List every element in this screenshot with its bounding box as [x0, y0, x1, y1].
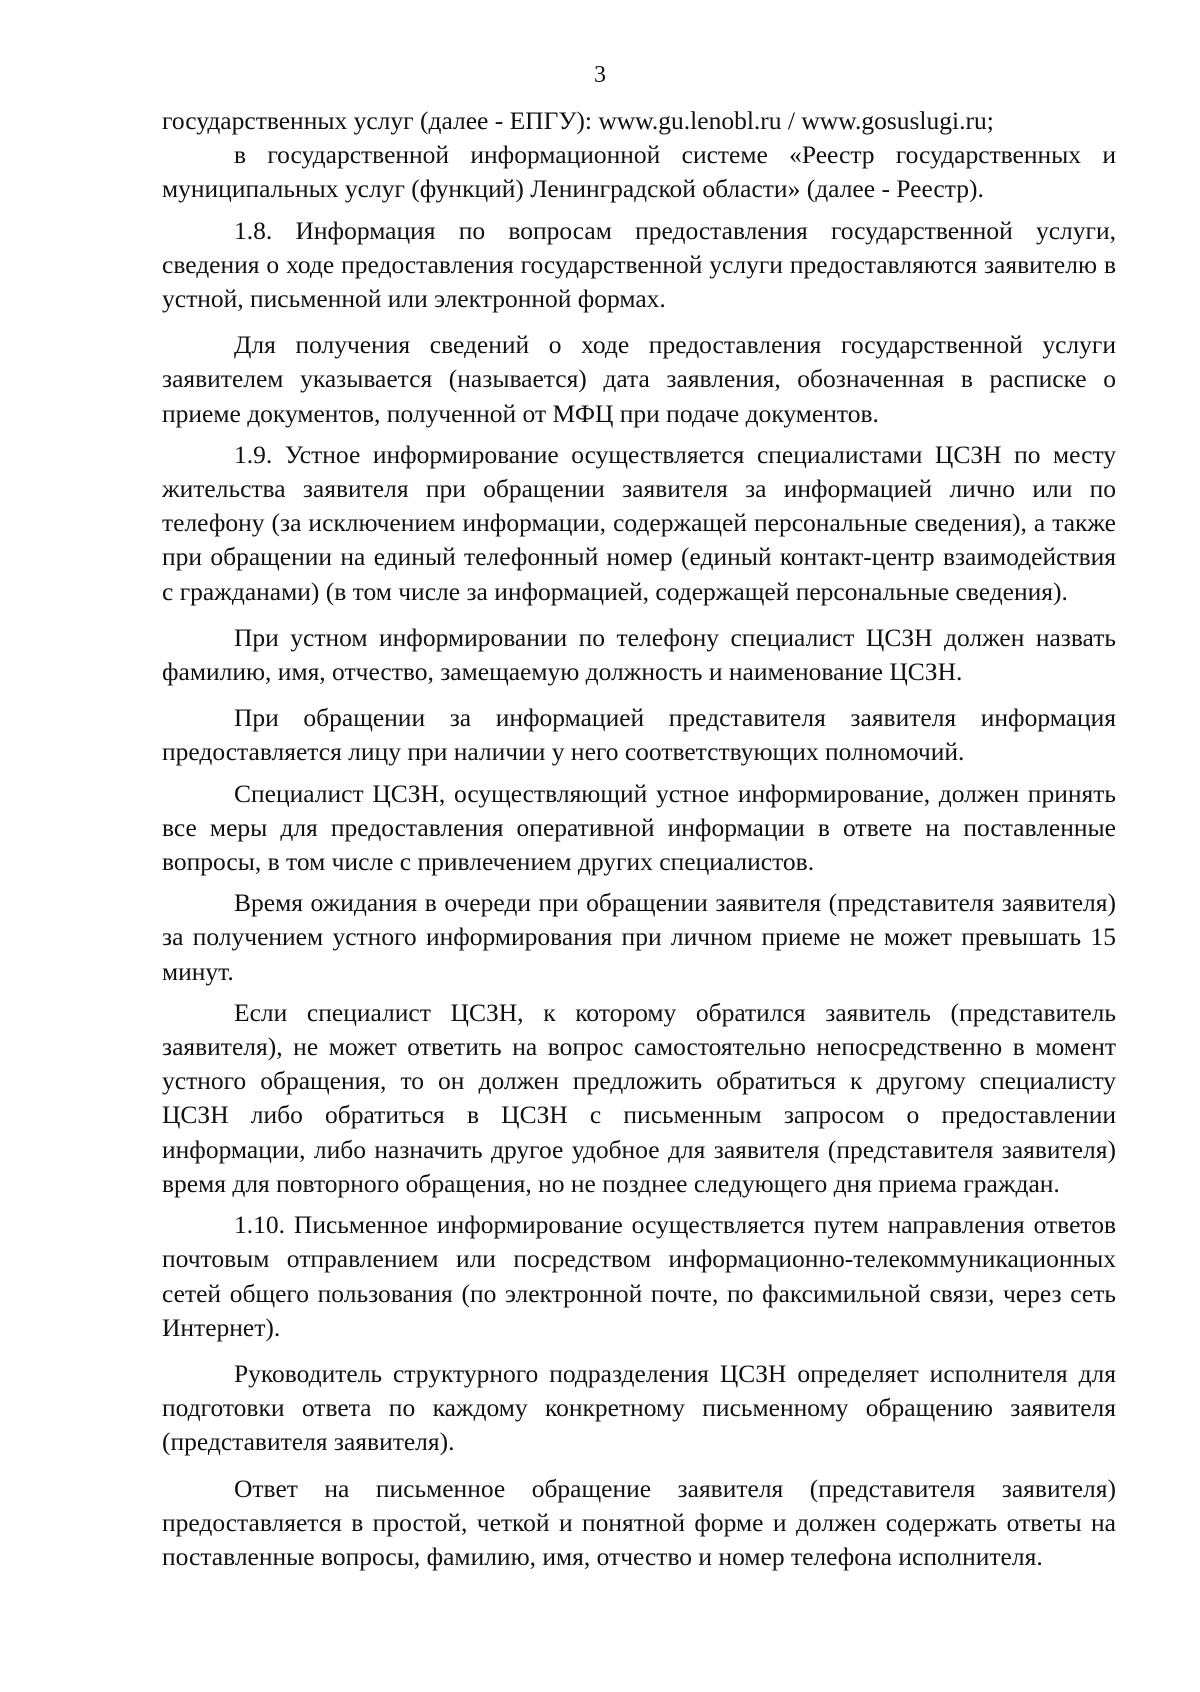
paragraph-representative: При обращении за информацией представителя заявителя информация предоставляется лицу при наличии у него соответствующих полномочий. — [162, 703, 1116, 767]
paragraph-waiting-time: Время ожидания в очереди при обращении заявителя (представителя заявителя) за получением устного информирования при личном приеме не может превышать 15 минут. — [162, 888, 1116, 986]
document-body — [162, 104, 1116, 1581]
paragraph-phone-info: При устном информировании по телефону специалист ЦСЗН должен назвать фамилию, имя, отчество, замещаемую должность и наименование ЦСЗН. — [162, 622, 1116, 687]
paragraph-1-8: 1.8. Информация по вопросам предоставления государственной услуги, сведения о ходе предоставления государственной услуги предоставляются заявителю в устной, письменной или электронной формах. — [162, 215, 1116, 314]
paragraph-head-assigns: Руководитель структурного подразделения ЦСЗН определяет исполнителя для подготовки ответа по каждому конкретному письменному обращению заявителя (представителя заявителя). — [162, 1358, 1116, 1457]
paragraph-specialist-measures: Специалист ЦСЗН, осуществляющий устное информирование, должен принять все меры для предоставления оперативной информации в ответе на поставленные вопросы, в том числе с привлечением других специалистов. — [162, 778, 1116, 877]
paragraph-epgu-continuation: государственных услуг (далее - ЕПГУ): www.gu.lenobl.ru / www.gosuslugi.ru; — [162, 106, 994, 135]
paragraph-1-9: 1.9. Устное информирование осуществляется специалистами ЦСЗН по месту жительства заявителя при обращении заявителя за информацией лично или по телефону (за исключением информации, содержащей персональные сведения), а также при обращении на единый телефонный номер (единый контакт-центр взаимодействия с гражданами) (в том числе за информацией, содержащей персональные сведения). — [162, 439, 1116, 606]
paragraph-1-10: 1.10. Письменное информирование осуществляется путем направления ответов почтовым отправлением или посредством информационно-телекоммуникационных сетей общего пользования (по электронной почте, по факсимильной связи, через сеть Интернет). — [162, 1210, 1116, 1342]
paragraph-status-info: Для получения сведений о ходе предоставления государственной услуги заявителем указывается (называется) дата заявления, обозначенная в расписке о приеме документов, полученной от МФЦ при подаче документов. — [162, 330, 1116, 428]
paragraph-registry: в государственной информационной системе «Реестр государственных и муниципальных услуг (функций) Ленинградской области» (далее - Реестр). — [162, 140, 1116, 204]
paragraph-answer-form: Ответ на письменное обращение заявителя (представителя заявителя) предоставляется в простой, четкой и понятной форме и должен содержать ответы на поставленные вопросы, фамилию, имя, отчество и номер телефона исполнителя. — [162, 1473, 1116, 1571]
page-number: 3 — [594, 62, 606, 88]
paragraph-redirect: Если специалист ЦСЗН, к которому обратился заявитель (представитель заявителя), не может ответить на вопрос самостоятельно непосредственно в момент устного обращения, то он должен предложить обратиться к другому специалисту ЦСЗН либо обратиться в ЦСЗН с письменным запросом о предоставлении информации, либо назначить другое удобное для заявителя (представителя заявителя) время для повторного обращения, но не позднее следующего дня приема граждан. — [162, 997, 1116, 1198]
